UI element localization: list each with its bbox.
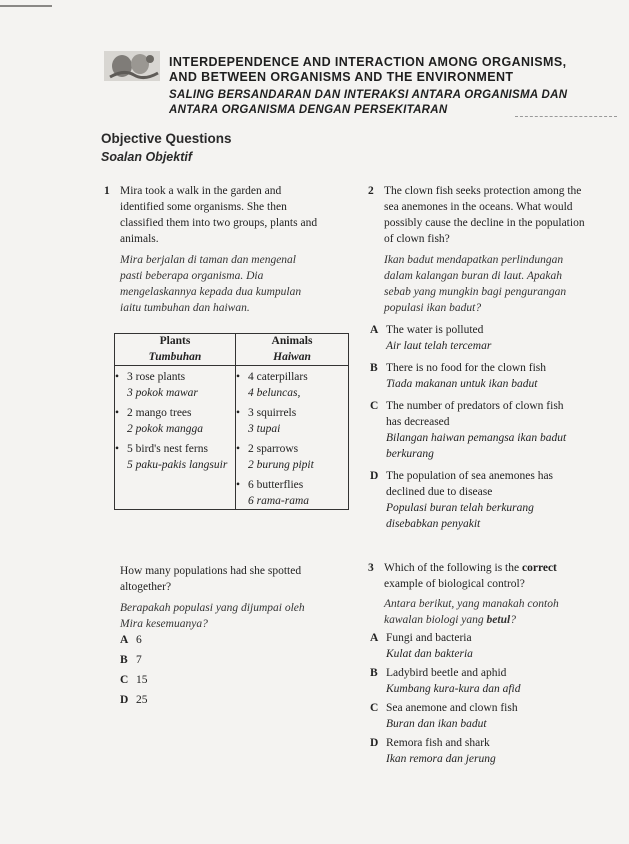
q2-option-a[interactable]: [370, 322, 625, 354]
list-item: • 2 sparrows: [236, 443, 299, 455]
option-text-ms: Populasi buran telah berkurang: [386, 502, 534, 514]
q1-table-header-row: [115, 334, 349, 366]
list-item: [115, 422, 235, 438]
animal-ms: 2 burung pipit: [248, 458, 314, 471]
plant-en: 2 mango trees: [127, 407, 192, 419]
q3-stem-ms-line: Antara berikut, yang manakah contoh: [384, 598, 559, 610]
q1-stem-ms-line: mengelaskannya kepada dua kumpulan: [120, 286, 302, 298]
section-subtitle: Soalan Objektif: [101, 150, 192, 164]
q3-option-c[interactable]: [370, 700, 625, 732]
q1-ask-en-line: How many populations had she spotted: [120, 565, 302, 577]
chapter-title-en-1: INTERDEPENDENCE AND INTERACTION AMONG ORGANISMS,: [169, 55, 567, 69]
q2-stem-ms-line: sebab yang mungkin bagi pengurangan: [384, 286, 567, 298]
option-text-en: Fungi and bacteria: [386, 632, 472, 644]
q1-number: 1: [104, 185, 110, 197]
q3-stem-en: [384, 560, 624, 592]
section-title: Objective Questions: [101, 131, 232, 146]
q2-stem-en: [384, 183, 624, 247]
q2-stem-ms-line: dalam kalangan buran di laut. Apakah: [384, 270, 563, 282]
option-letter: B: [120, 654, 128, 666]
q2-stem-ms-line: Ikan badut mendapatkan perlindungan: [384, 254, 564, 266]
plant-ms: 2 pokok mangga: [127, 422, 204, 435]
option-text-en: has decreased: [386, 416, 450, 428]
q3-stem-en-text: Which of the following is the: [384, 562, 522, 574]
q1-table-header-animals: [236, 334, 349, 366]
q1-stem-en-line: animals.: [120, 233, 159, 245]
animal-en: 6 butterflies: [248, 479, 304, 491]
q2-option-b[interactable]: [370, 360, 625, 392]
list-item: • 6 butterflies: [236, 479, 304, 491]
option-letter: A: [120, 634, 129, 646]
option-letter: B: [370, 667, 378, 679]
q3-stem-ms-end: ?: [510, 614, 516, 626]
option-text-ms: Kumbang kura-kura dan afid: [386, 683, 521, 695]
q3-stem-en-emphasis: correct: [521, 562, 557, 574]
q1-table-header-animals-ms: Haiwan: [273, 350, 311, 363]
q1-stem-ms: [120, 252, 360, 316]
option-text-en: The population of sea anemones has: [386, 470, 554, 482]
q1-table-body-row: [115, 366, 349, 510]
option-letter: A: [370, 632, 379, 644]
animal-en: 3 squirrels: [248, 407, 297, 419]
animal-en: 4 caterpillars: [248, 371, 308, 383]
plant-ms: 5 paku-pakis langsuir: [127, 458, 228, 471]
option-text: 25: [136, 694, 148, 706]
q3-option-b[interactable]: [370, 665, 625, 697]
option-text-ms: Tiada makanan untuk ikan badut: [386, 378, 538, 390]
q3-option-d[interactable]: [370, 735, 625, 767]
q2-stem-en-line: possibly cause the decline in the population: [384, 217, 585, 229]
option-text-ms: disebabkan penyakit: [386, 518, 481, 530]
list-item: [236, 386, 348, 402]
q1-stem-en: [120, 183, 355, 247]
list-item: [115, 458, 235, 474]
q1-ask-en-line: altogether?: [120, 581, 172, 593]
q1-ask-en: [120, 563, 360, 595]
q1-stem-en-line: identified some organisms. She then: [120, 201, 287, 213]
option-text-ms: Air laut telah tercemar: [386, 340, 492, 352]
list-item: [236, 458, 348, 474]
q1-ask-ms-line: Mira kesemuanya?: [120, 618, 208, 630]
animal-en: 2 sparrows: [248, 443, 299, 455]
option-text-ms: Ikan remora dan jerung: [386, 753, 496, 765]
q1-table-header-plants-ms: Tumbuhan: [148, 350, 202, 363]
option-text-en: Sea anemone and clown fish: [386, 702, 518, 714]
option-text-ms: berkurang: [386, 448, 434, 460]
option-text-en: Ladybird beetle and aphid: [386, 667, 507, 679]
option-letter: C: [370, 400, 379, 412]
plant-ms: 3 pokok mawar: [127, 386, 198, 399]
option-text: 7: [136, 654, 142, 666]
q2-stem-ms-line: populasi ikan badut?: [384, 302, 482, 314]
q1-stem-ms-line: Mira berjalan di taman dan mengenal: [120, 254, 296, 266]
list-item: • 4 caterpillars: [236, 371, 308, 383]
q2-number: 2: [368, 185, 374, 197]
animal-ms: 4 beluncas,: [248, 386, 301, 399]
option-letter: A: [370, 324, 379, 336]
q1-table-header-animals-en: Animals: [271, 335, 313, 347]
q1-ask-ms-line: Berapakah populasi yang dijumpai oleh: [120, 602, 305, 614]
option-letter: C: [120, 674, 129, 686]
q2-stem-en-line: of clown fish?: [384, 233, 450, 245]
chapter-logo: [104, 51, 160, 81]
q1-stem-ms-line: pasti beberapa organisma. Dia: [120, 270, 264, 282]
q1-table-header-plants-en: Plants: [159, 335, 191, 347]
option-text-en: The number of predators of clown fish: [386, 400, 564, 412]
q3-stem-en-line: example of biological control?: [384, 578, 525, 590]
list-item: [236, 422, 348, 438]
option-text-en: There is no food for the clown fish: [386, 362, 547, 374]
option-letter: D: [370, 737, 379, 749]
option-letter: D: [120, 694, 129, 706]
plant-en: 5 bird's nest ferns: [127, 443, 208, 455]
list-item: [115, 386, 235, 402]
q3-stem-ms: [384, 596, 624, 628]
q1-table-header-plants: [115, 334, 236, 366]
option-text-ms: Kulat dan bakteria: [386, 648, 473, 660]
animal-ms: 6 rama-rama: [248, 494, 310, 507]
plant-en: 3 rose plants: [127, 371, 186, 383]
q1-option-d[interactable]: [120, 692, 148, 712]
q3-number: 3: [368, 562, 374, 574]
option-text: 15: [136, 674, 148, 686]
q1-table-plants-cell: [115, 366, 236, 510]
option-text-en: Remora fish and shark: [386, 737, 490, 749]
q3-option-a[interactable]: [370, 630, 625, 662]
q1-stem-en-line: Mira took a walk in the garden and: [120, 185, 282, 197]
q2-option-c[interactable]: [370, 398, 625, 462]
option-text-en: declined due to disease: [386, 486, 493, 498]
q3-stem-en-line: [384, 560, 624, 576]
q2-stem-en-line: The clown fish seeks protection among the: [384, 185, 582, 197]
q1-option-c[interactable]: [120, 672, 148, 692]
option-text-ms: Bilangan haiwan pemangsa ikan badut: [386, 432, 567, 444]
q1-stem-en-line: classified them into two groups, plants and: [120, 217, 318, 229]
q3-stem-ms-text: kawalan biologi yang: [384, 614, 487, 626]
option-letter: C: [370, 702, 379, 714]
q1-ask-ms: [120, 600, 360, 632]
q1-table-animals-cell: [236, 366, 349, 510]
chapter-title-en-2: AND BETWEEN ORGANISMS AND THE ENVIRONMENT: [169, 70, 514, 84]
list-item: [236, 494, 348, 510]
option-letter: B: [370, 362, 378, 374]
q1-organism-table: [114, 333, 349, 510]
option-letter: D: [370, 470, 379, 482]
q2-option-d[interactable]: [370, 468, 625, 532]
list-item: • 3 squirrels: [236, 407, 297, 419]
chapter-title-ms-1: SALING BERSANDARAN DAN INTERAKSI ANTARA ORGANISMA DAN: [169, 89, 568, 101]
option-text: 6: [136, 634, 142, 646]
header-dotted-line: [515, 116, 617, 117]
q1-option-b[interactable]: [120, 652, 148, 672]
chapter-logo-icon: [104, 51, 160, 81]
animal-ms: 3 tupai: [248, 422, 281, 435]
q2-stem-ms: [384, 252, 624, 316]
q2-stem-en-line: sea anemones in the oceans. What would: [384, 201, 573, 213]
option-text-en: The water is polluted: [386, 324, 484, 336]
list-item: • 2 mango trees: [115, 407, 192, 419]
q2-options: [370, 322, 625, 532]
q1-options: [120, 632, 148, 712]
list-item: • 5 bird's nest ferns: [115, 443, 208, 455]
q3-stem-ms-line: [384, 612, 624, 628]
list-item: • 3 rose plants: [115, 371, 186, 383]
q1-stem-ms-line: iaitu tumbuhan dan haiwan.: [120, 302, 250, 314]
q3-stem-ms-emphasis: betul: [486, 614, 511, 626]
option-text-ms: Buran dan ikan badut: [386, 718, 487, 730]
chapter-title-ms-2: ANTARA ORGANISMA DENGAN PERSEKITARAN: [169, 104, 448, 116]
q3-options: [370, 630, 625, 767]
header-rule: [0, 5, 52, 7]
q1-option-a[interactable]: [120, 632, 148, 652]
